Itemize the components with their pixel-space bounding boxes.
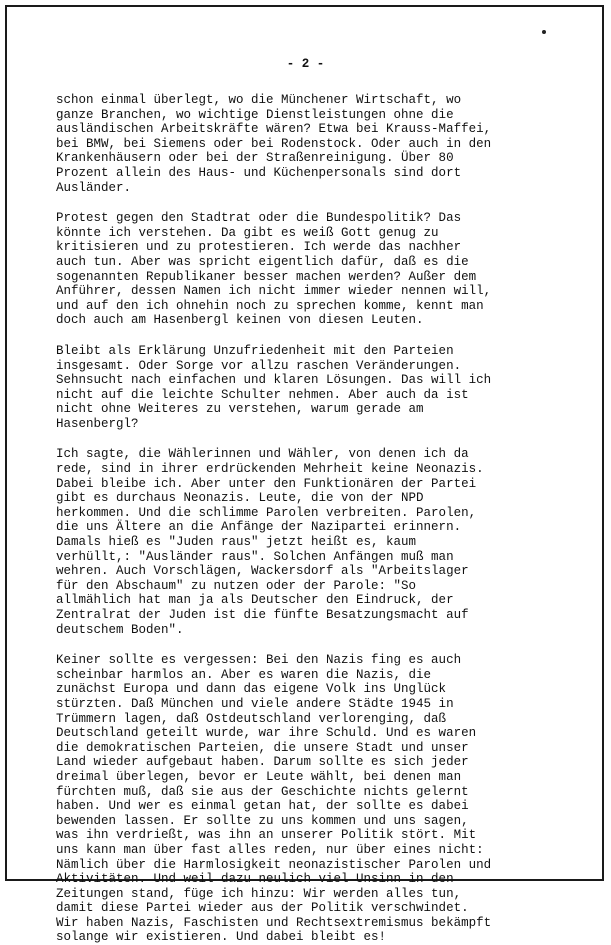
text-line: Protest gegen den Stadtrat oder die Bundespolitik? Das bbox=[56, 211, 462, 226]
paragraph-1 bbox=[56, 93, 556, 195]
text-line: scheinbar harmlos an. Aber es waren die Nazis, die bbox=[56, 667, 432, 682]
text-line: Krankenhäusern oder bei der Straßenreinigung. Über 80 bbox=[56, 151, 454, 166]
text-line: die uns Ältere an die Anfänge der Nazipartei erinnern. bbox=[56, 520, 462, 535]
text-line: Prozent allein des Haus- und Küchenpersonals sind dort bbox=[56, 165, 462, 180]
text-line: stürzten. Daß München und viele andere Städte 1945 in bbox=[56, 696, 454, 711]
text-line: insgesamt. Oder Sorge vor allzu raschen Veränderungen. bbox=[56, 358, 462, 373]
text-line: Damals hieß es "Juden raus" jetzt heißt es, kaum bbox=[56, 535, 417, 550]
text-line: fürchten muß, daß sie aus der Geschichte nichts gelernt bbox=[56, 784, 469, 799]
text-line: auch tun. Aber was spricht eigentlich dafür, daß es die bbox=[56, 254, 469, 269]
text-line: allmählich hat man ja als Deutscher den Eindruck, der bbox=[56, 593, 454, 608]
text-line: Sehnsucht nach einfachen und klaren Lösungen. Das will ich bbox=[56, 373, 492, 388]
text-line: und auf den ich ohnehin noch zu sprechen komme, kennt man bbox=[56, 298, 484, 313]
text-line: herkommen. Und die schlimme Parolen verbreiten. Parolen, bbox=[56, 505, 477, 520]
text-line: doch auch am Hasenbergl keinen von diesen Leuten. bbox=[56, 313, 424, 328]
text-line: verhüllt,: "Ausländer raus". Solchen Anfängen muß man bbox=[56, 549, 454, 564]
page-number: - 2 - bbox=[286, 57, 325, 71]
text-line: bewenden lassen. Er sollte zu uns kommen und uns sagen, bbox=[56, 813, 469, 828]
text-line: nicht ohne Weiteres zu verstehen, warum gerade am bbox=[56, 402, 424, 417]
text-line: bei BMW, bei Siemens oder bei Rodenstock. Oder auch in den bbox=[56, 136, 492, 151]
text-line: Anführer, dessen Namen ich nicht immer wieder nennen will, bbox=[56, 284, 492, 299]
text-line: sogenannten Republikaner besser machen werden? Außer dem bbox=[56, 269, 477, 284]
paragraph-4 bbox=[56, 447, 556, 637]
text-line: die demokratischen Parteien, die unsere Stadt und unser bbox=[56, 740, 469, 755]
text-line: für den Abschaum" zu nutzen oder der Parole: "So bbox=[56, 578, 417, 593]
text-line: Land wieder aufgebaut haben. Darum sollte es sich jeder bbox=[56, 755, 469, 770]
text-line: Zentralrat der Juden ist die fünfte Besatzungsmacht auf bbox=[56, 608, 469, 622]
text-line: ausländischen Arbeitskräfte wären? Etwa bei Krauss-Maffei, bbox=[56, 122, 492, 137]
paragraph-3 bbox=[56, 344, 556, 432]
text-line: wehren. Auch Vorschlägen, Wackersdorf als "Arbeitslager bbox=[56, 564, 469, 579]
text-line: könnte ich verstehen. Da gibt es weiß Gott genug zu bbox=[56, 225, 439, 240]
text-line: was ihn verdrießt, was ihn an unserer Politik stört. Mit bbox=[56, 828, 477, 843]
text-line: rede, sind in ihrer erdrückenden Mehrheit keine Neonazis. bbox=[56, 462, 484, 477]
paragraph-2 bbox=[56, 211, 556, 328]
text-line: Ich sagte, die Wählerinnen und Wähler, von denen ich da bbox=[56, 447, 469, 462]
text-line: gibt es durchaus Neonazis. Leute, die von der NPD bbox=[56, 491, 424, 506]
text-line: Deutschland geteilt wurde, war ihre Schuld. Und es waren bbox=[56, 726, 477, 741]
text-line: kritisieren und zu protestieren. Ich werde das nachher bbox=[56, 240, 462, 255]
text-line: Nämlich über die Harmlosigkeit neonazistischer Parolen und bbox=[56, 857, 492, 872]
text-line: Hasenbergl? bbox=[56, 416, 139, 431]
text-line: dreimal überlegen, bevor er Leute wählt, bei denen man bbox=[56, 769, 462, 784]
text-line: Bleibt als Erklärung Unzufriedenheit mit den Parteien bbox=[56, 343, 454, 358]
document-body bbox=[56, 93, 556, 945]
text-line: solange wir existieren. Und dabei bleibt es! bbox=[56, 930, 387, 945]
text-line: nicht auf die leichte Schulter nehmen. Aber auch da ist bbox=[56, 387, 469, 402]
paragraph-5 bbox=[56, 653, 556, 945]
text-line: Keiner sollte es vergessen: Bei den Nazis fing es auch bbox=[56, 653, 462, 668]
text-line: deutschem Boden". bbox=[56, 622, 184, 637]
text-line: Trümmern lagen, daß Ostdeutschland verlorenging, daß bbox=[56, 711, 447, 726]
speck-mark bbox=[542, 30, 546, 34]
text-line: Dabei bleibe ich. Aber unter den Funktionären der Partei bbox=[56, 476, 477, 491]
text-line: schon einmal überlegt, wo die Münchener Wirtschaft, wo bbox=[56, 93, 462, 107]
text-line: Zeitungen stand, füge ich hinzu: Wir werden alles tun, bbox=[56, 886, 462, 901]
text-line: haben. Und wer es einmal getan hat, der sollte es dabei bbox=[56, 799, 469, 814]
text-line: damit diese Partei wieder aus der Politik verschwindet. bbox=[56, 901, 469, 916]
text-line: uns kann man über fast alles reden, nur über eines nicht: bbox=[56, 842, 484, 857]
text-line: Ausländer. bbox=[56, 180, 132, 195]
text-line: zunächst Europa und dann das eigene Volk ins Unglück bbox=[56, 682, 447, 697]
text-line: ganze Branchen, wo wichtige Dienstleistungen ohne die bbox=[56, 107, 454, 122]
text-line: Aktivitäten. Und weil dazu neulich viel Unsinn in den bbox=[56, 872, 454, 887]
text-line: Wir haben Nazis, Faschisten und Rechtsextremismus bekämpft bbox=[56, 915, 492, 930]
